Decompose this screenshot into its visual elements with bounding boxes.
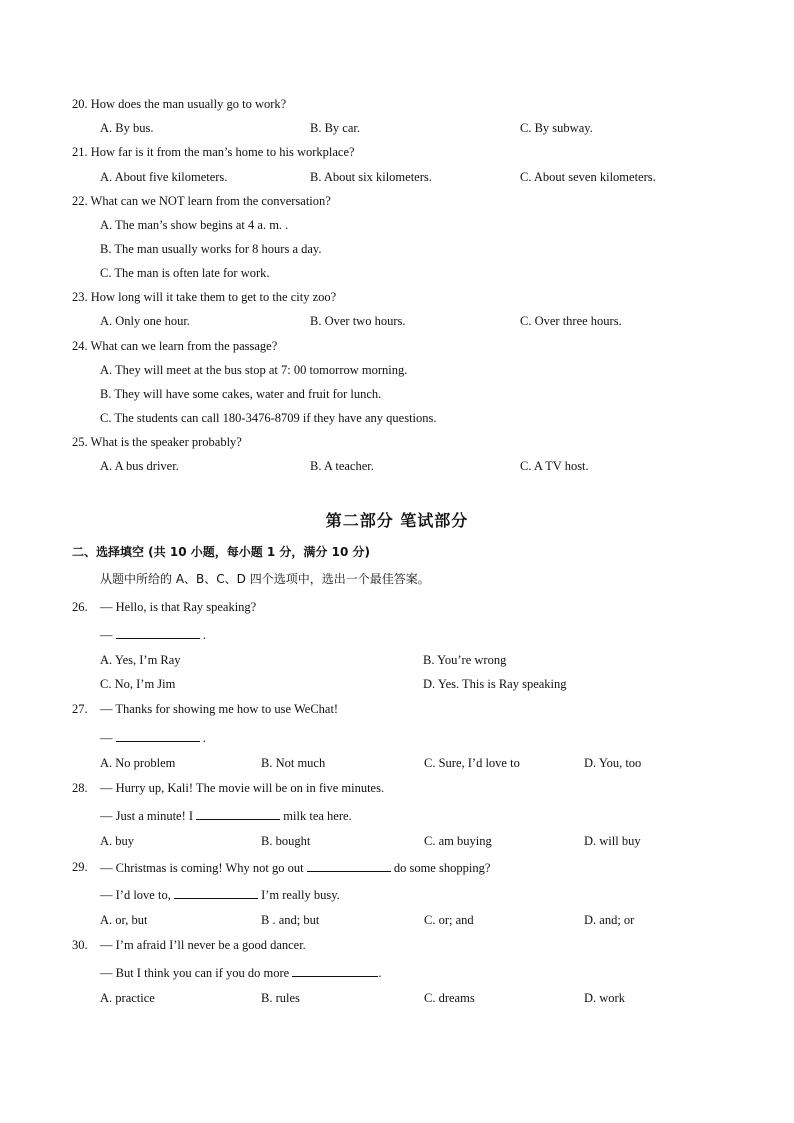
question-28-line2 [100, 807, 352, 824]
question-21: 21. How far is it from the man’s home to his workplace? [72, 145, 355, 159]
section-title: 二、选择填空 (共 10 小题，每小题 1 分，满分 10 分) [72, 545, 370, 559]
option-24b: B. They will have some cakes, water and fruit for lunch. [100, 387, 382, 401]
option-28c: C. am buying [424, 834, 492, 848]
question-27-line1: — Thanks for showing me how to use WeChat! [100, 702, 339, 716]
option-30c: C. dreams [424, 991, 475, 1005]
option-28d: D. will buy [584, 834, 641, 848]
option-21b: B. About six kilometers. [310, 170, 432, 184]
option-30d: D. work [584, 991, 625, 1005]
answer-blank [292, 964, 378, 977]
option-20b: B. By car. [310, 121, 360, 135]
option-23c: C. Over three hours. [520, 314, 622, 328]
dialogue-dash: — [100, 731, 113, 745]
dialogue-start: — But I think you can if you do more [100, 966, 290, 980]
question-number-28: 28. [72, 781, 88, 795]
option-29b: B . and; but [261, 913, 320, 927]
dialogue-dash: — [100, 628, 113, 642]
dialogue-end: milk tea here. [283, 809, 352, 823]
question-26-line1: — Hello, is that Ray speaking? [100, 600, 257, 614]
option-27b: B. Not much [261, 756, 326, 770]
option-29c: C. or; and [424, 913, 474, 927]
option-20a: A. By bus. [100, 121, 154, 135]
question-27-line2 [100, 729, 206, 746]
part-heading: 第二部分 笔试部分 [325, 511, 469, 530]
option-23a: A. Only one hour. [100, 314, 190, 328]
option-22b: B. The man usually works for 8 hours a day. [100, 242, 322, 256]
option-27a: A. No problem [100, 756, 176, 770]
option-24c: C. The students can call 180-3476-8709 if they have any questions. [100, 411, 437, 425]
question-20: 20. How does the man usually go to work? [72, 97, 287, 111]
line-end: . [378, 966, 382, 980]
option-26b: B. You’re wrong [423, 653, 507, 667]
option-27c: C. Sure, I’d love to [424, 756, 520, 770]
question-30-line1: — I’m afraid I’ll never be a good dancer. [100, 938, 306, 952]
question-23: 23. How long will it take them to get to the city zoo? [72, 290, 337, 304]
option-28a: A. buy [100, 834, 135, 848]
option-22a: A. The man’s show begins at 4 a. m. . [100, 218, 289, 232]
option-30b: B. rules [261, 991, 300, 1005]
option-25c: C. A TV host. [520, 459, 589, 473]
dialogue-end: I’m really busy. [261, 888, 340, 902]
option-29a: A. or, but [100, 913, 148, 927]
option-26a: A. Yes, I’m Ray [100, 653, 181, 667]
answer-blank [174, 886, 258, 899]
answer-blank [116, 729, 200, 742]
question-number-27: 27. [72, 702, 88, 716]
line-end: . [202, 731, 206, 745]
option-24a: A. They will meet at the bus stop at 7: 00 tomorrow morning. [100, 363, 408, 377]
option-28b: B. bought [261, 834, 311, 848]
option-23b: B. Over two hours. [310, 314, 406, 328]
question-22: 22. What can we NOT learn from the conversation? [72, 194, 331, 208]
question-30-line2 [100, 964, 381, 981]
answer-blank [307, 859, 391, 872]
option-20c: C. By subway. [520, 121, 593, 135]
dialogue-start: — Christmas is coming! Why not go out [100, 861, 304, 875]
line-end: . [202, 628, 206, 642]
question-number-30: 30. [72, 938, 88, 952]
option-25b: B. A teacher. [310, 459, 374, 473]
question-25: 25. What is the speaker probably? [72, 435, 242, 449]
dialogue-start: — I’d love to, [100, 888, 171, 902]
option-21c: C. About seven kilometers. [520, 170, 656, 184]
dialogue-start: — Just a minute! I [100, 809, 194, 823]
option-26d: D. Yes. This is Ray speaking [423, 677, 567, 691]
option-26c: C. No, I’m Jim [100, 677, 176, 691]
option-25a: A. A bus driver. [100, 459, 179, 473]
section-instruction: 从题中所给的 A、B、C、D 四个选项中，选出一个最佳答案。 [100, 572, 430, 586]
question-26-line2 [100, 626, 206, 643]
option-21a: A. About five kilometers. [100, 170, 228, 184]
question-24: 24. What can we learn from the passage? [72, 339, 278, 353]
question-29-line1 [100, 859, 490, 876]
answer-blank [116, 626, 200, 639]
option-30a: A. practice [100, 991, 155, 1005]
dialogue-end: do some shopping? [393, 861, 491, 875]
question-number-29: 29. [72, 860, 88, 874]
question-number-26: 26. [72, 600, 88, 614]
option-27d: D. You, too [584, 756, 642, 770]
question-29-line2 [100, 886, 340, 903]
answer-blank [196, 807, 280, 820]
question-28-line1: — Hurry up, Kali! The movie will be on in five minutes. [100, 781, 385, 795]
option-29d: D. and; or [584, 913, 635, 927]
option-22c: C. The man is often late for work. [100, 266, 270, 280]
